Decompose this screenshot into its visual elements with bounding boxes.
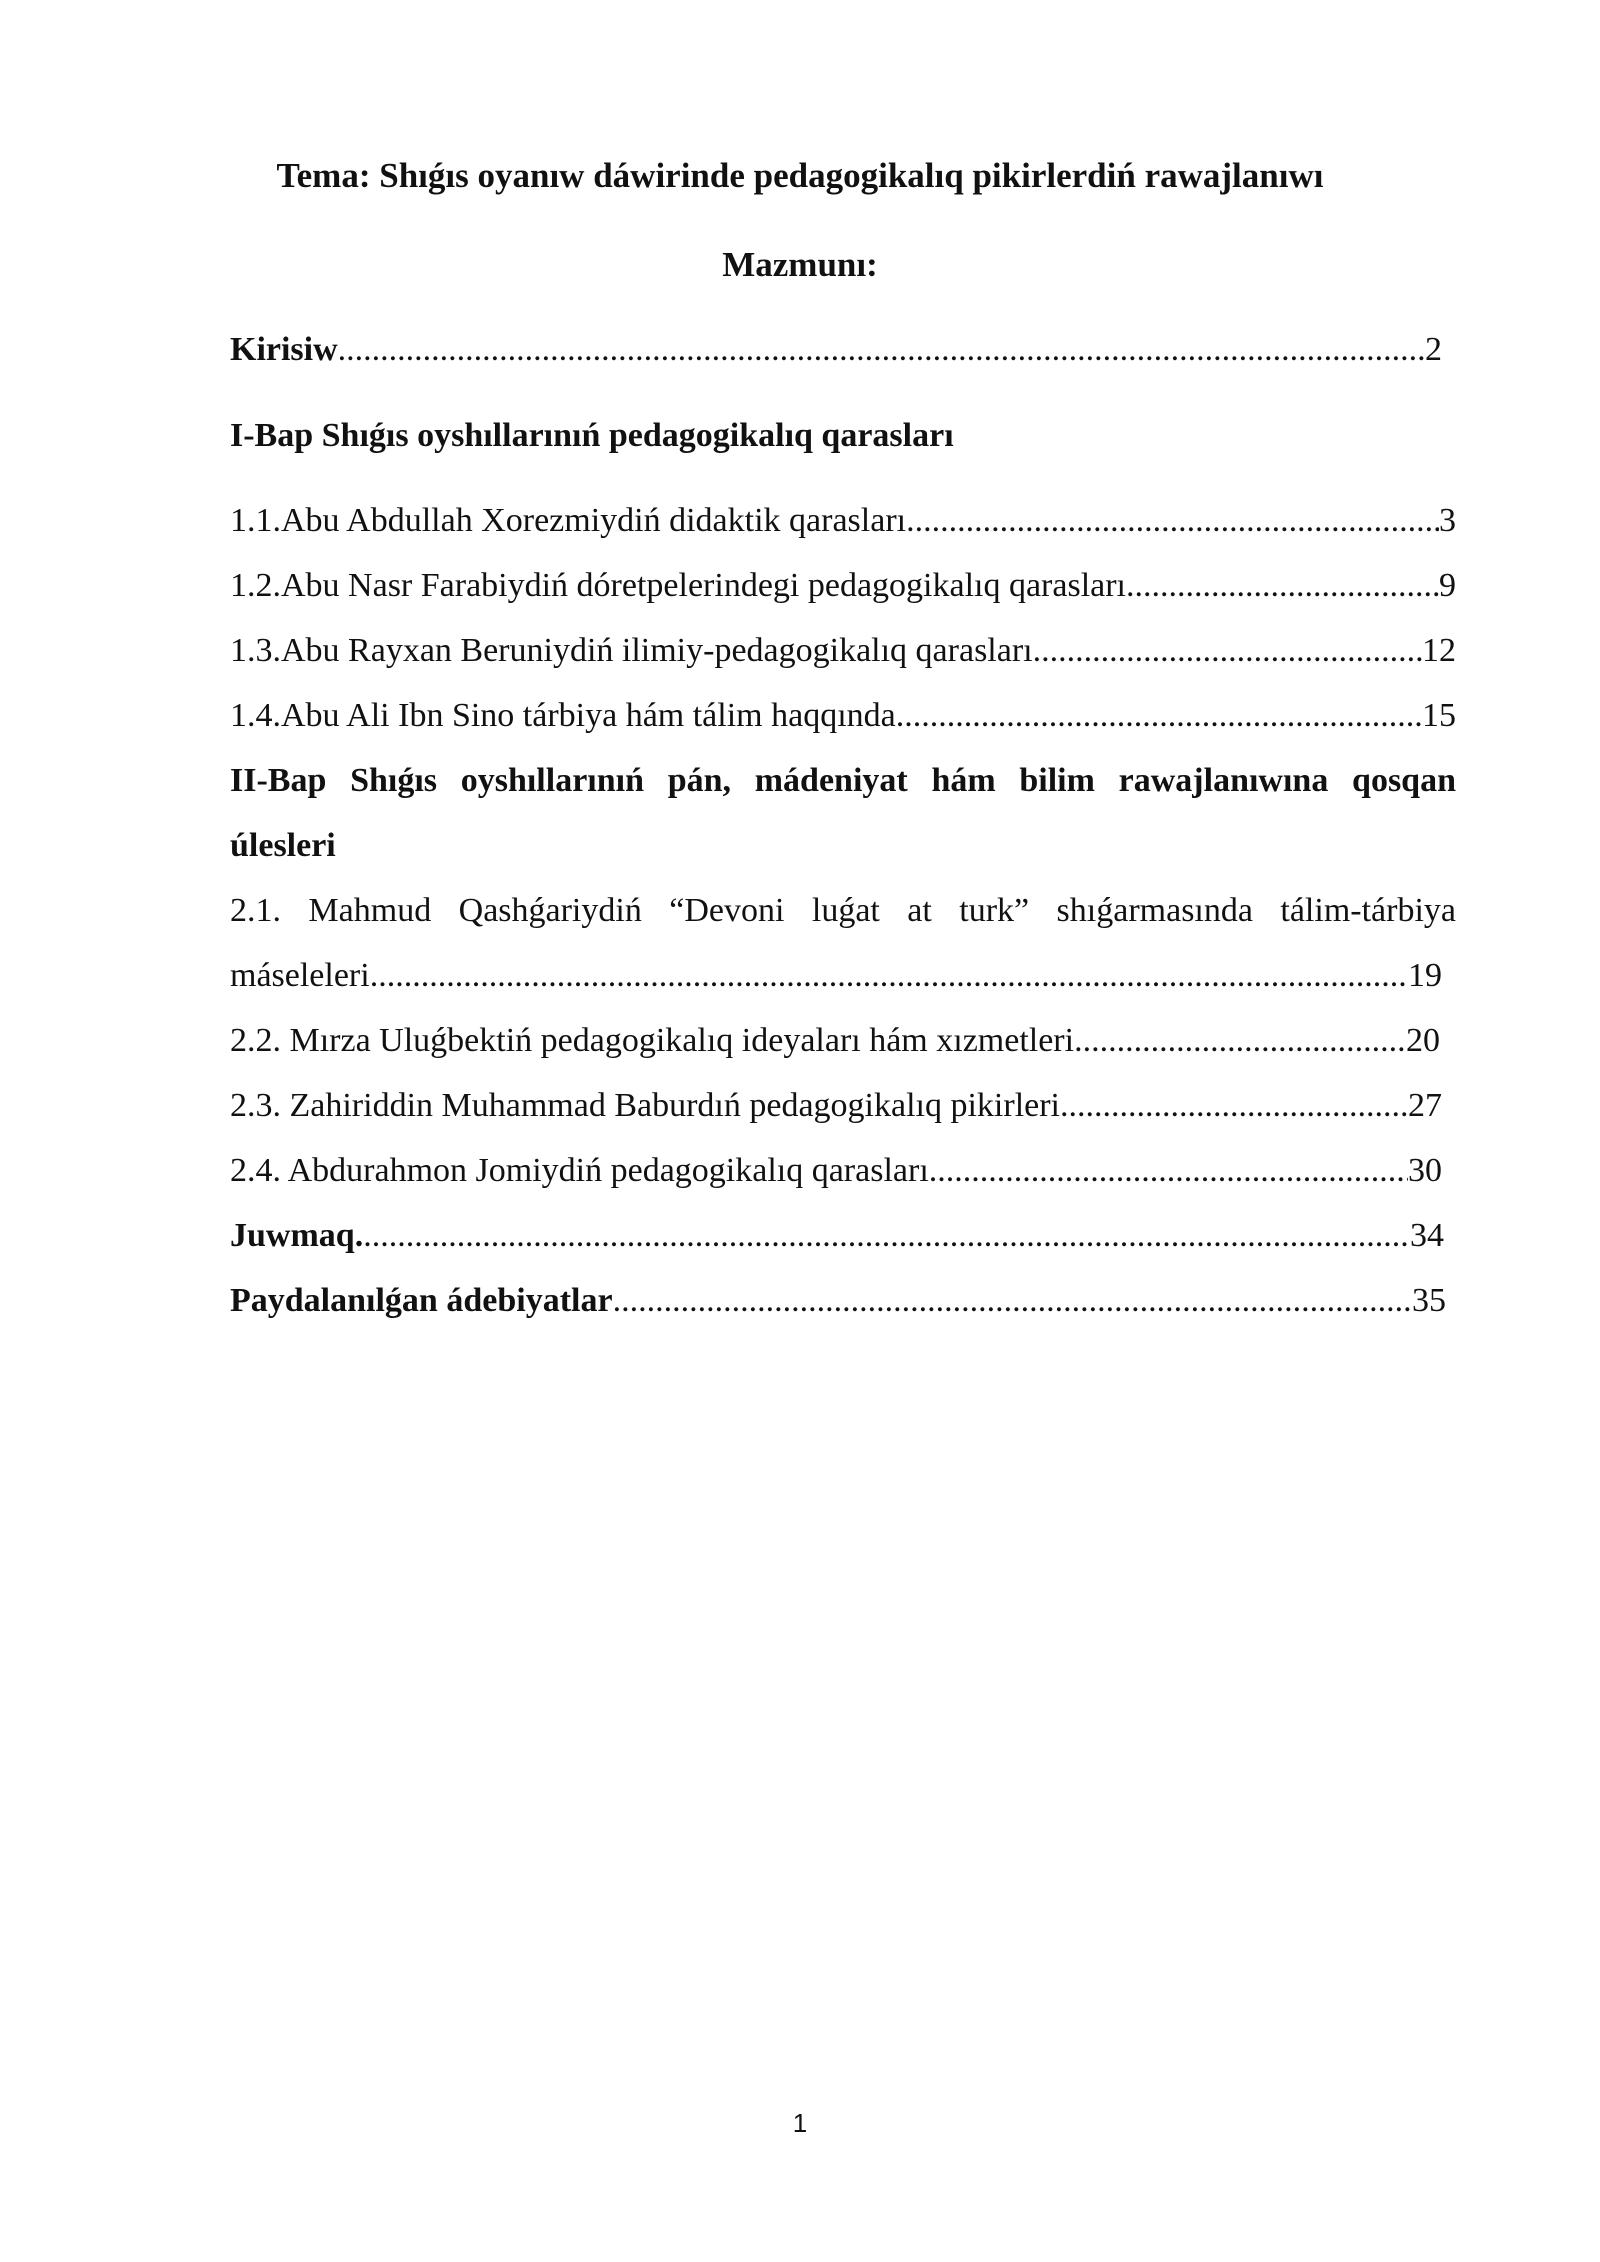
toc-leader-dots [1060, 1086, 1408, 1126]
toc-entry-label: Paydalanılǵan ádebiyatlar [230, 1282, 613, 1319]
toc-page-number: 15 [1422, 697, 1456, 734]
toc-entry-2-4[interactable] [230, 1151, 1442, 1191]
toc-page-number: 12 [1422, 632, 1456, 669]
toc-leader-dots [613, 1281, 1412, 1321]
toc-entry-2-3[interactable] [230, 1086, 1442, 1126]
toc-page-number: 34 [1410, 1217, 1444, 1254]
toc-entry-label: Abu Abdullah Xorezmiydiń didaktik qarasları [281, 502, 907, 539]
toc-chapter-label-line-1: II-Bap Shıǵıs oyshıllarınıń pán, mádeniyat hám bilim rawajlanıwına qosqan [230, 762, 1456, 799]
toc-page-number: 2 [1425, 331, 1442, 368]
toc-page-number: 20 [1406, 1022, 1440, 1059]
toc-entry-label: 2.2. Mırza Uluǵbektiń pedagogikalıq ideyaları hám xızmetleri [230, 1022, 1075, 1059]
toc-leader-dots [338, 330, 1425, 370]
toc-entry-1-1[interactable] [230, 501, 1456, 541]
toc-entry-number: 1.3. [230, 632, 281, 669]
toc-leader-dots [896, 696, 1422, 736]
page-number: 1 [792, 2108, 808, 2138]
toc-entry-label-line-1: 2.1. Mahmud Qashǵariydiń “Devoni luǵat at turk” shıǵarmasında tálim-tárbiya [230, 892, 1456, 929]
toc-entry-references[interactable] [230, 1281, 1446, 1321]
toc-entry-1-4[interactable] [230, 696, 1456, 736]
toc-entry-2-1[interactable] [230, 956, 1442, 996]
toc-chapter-label: I-Bap Shıǵıs oyshıllarınıń pedagogikalıq qarasları [230, 417, 954, 454]
toc-entry-number: 1.4. [230, 697, 281, 734]
toc-entry-1-3[interactable] [230, 631, 1456, 671]
toc-entry-label: 2.3. Zahiriddin Muhammad Baburdıń pedagogikalıq pikirleri [230, 1087, 1060, 1124]
toc-entry-conclusion[interactable] [230, 1216, 1444, 1256]
toc-chapter-2-heading-continued [230, 826, 336, 866]
toc-entry-label: Abu Rayxan Beruniydiń ilimiy-pedagogikalıq qarasları [281, 632, 1033, 669]
toc-leader-dots [1033, 631, 1422, 671]
toc-page-number: 27 [1408, 1087, 1442, 1124]
toc-entry-2-1-line-1[interactable] [230, 891, 1456, 931]
toc-entry-intro[interactable] [230, 330, 1442, 370]
toc-entry-2-2[interactable] [230, 1021, 1440, 1061]
toc-leader-dots [363, 1216, 1410, 1256]
toc-chapter-2-heading[interactable] [230, 761, 1456, 801]
toc-entry-label: Kirisiw [230, 331, 338, 368]
toc-entry-label: Abu Nasr Farabiydiń dóretpelerindegi pedagogikalıq qarasları [281, 567, 1127, 604]
toc-leader-dots [1074, 1021, 1406, 1061]
toc-chapter-label-line-2: úlesleri [230, 827, 336, 864]
toc-page-number: 9 [1439, 567, 1456, 604]
toc-entry-number: 1.1. [230, 502, 281, 539]
toc-leader-dots [906, 501, 1439, 541]
toc-page-number: 19 [1408, 957, 1442, 994]
toc-entry-label: Juwmaq. [230, 1217, 364, 1254]
toc-leader-dots [1126, 566, 1439, 606]
toc-page-number: 35 [1412, 1282, 1446, 1319]
toc-entry-label: Abu Ali Ibn Sino tárbiya hám tálim haqqında [281, 697, 896, 734]
toc-page-number: 3 [1439, 502, 1456, 539]
toc-entry-label: 2.4. Abdurahmon Jomiydiń pedagogikalıq qarasları [230, 1152, 929, 1189]
toc-leader-dots [370, 956, 1408, 996]
toc-leader-dots [929, 1151, 1408, 1191]
toc-page-number: 30 [1408, 1152, 1442, 1189]
topic-title: Tema: Shıǵıs oyanıw dáwirinde pedagogikalıq pikirlerdiń rawajlanıwı [276, 156, 1324, 195]
contents-heading: Mazmunı: [722, 245, 878, 284]
toc-entry-number: 1.2. [230, 567, 281, 604]
toc-entry-1-2[interactable] [230, 566, 1456, 606]
toc-entry-label: máseleleri [230, 957, 370, 994]
toc-chapter-1-heading[interactable] [230, 416, 954, 456]
